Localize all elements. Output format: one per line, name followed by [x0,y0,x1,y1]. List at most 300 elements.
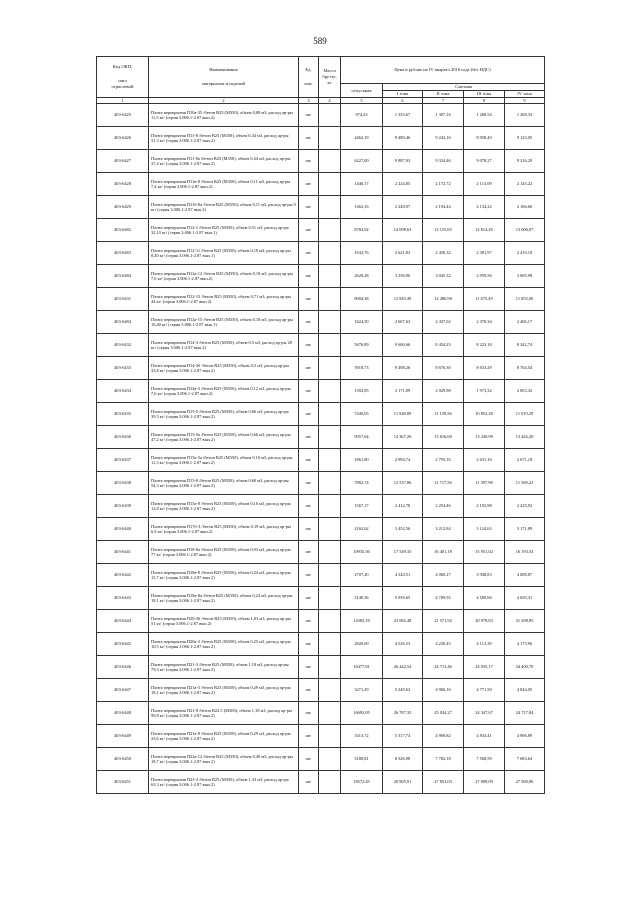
zone1-price: 2 248,07 [383,196,423,219]
release-price: 2820,69 [341,633,383,656]
gross-mass [319,587,341,610]
table-row [97,541,545,564]
zone1-price: 11 948,89 [383,403,423,426]
unit-of-measure: шт. [299,426,319,449]
gross-mass [319,334,341,357]
unit-of-measure: шт. [299,702,319,725]
gross-mass [319,633,341,656]
zone3-header: III зона [464,91,505,98]
gross-mass [319,771,341,794]
zone2-price: 8 454,23 [423,334,464,357]
unit-of-measure: шт. [299,196,319,219]
zone2-price: 21 571,92 [423,610,464,633]
gross-mass [319,380,341,403]
zone1-price: 2 994,74 [383,449,423,472]
zone2-price: 2 795,35 [423,449,464,472]
zone4-price: 24 717,84 [505,702,545,725]
release-header: отпускная [341,84,383,98]
product-code: 403-6427 [97,150,149,173]
zone2-price: 12 486,98 [423,288,464,311]
zone4-price: 21 298,85 [505,610,545,633]
unit-of-measure: шт. [299,334,319,357]
release-price: 10935,56 [341,541,383,564]
zone1-price: 4 344,51 [383,564,423,587]
unit-of-measure: шт. [299,219,319,242]
table-row [97,288,545,311]
gross-mass [319,426,341,449]
zone2-price: 25 034,27 [423,702,464,725]
gross-mass [319,679,341,702]
gross-mass [319,656,341,679]
table-row [97,702,545,725]
product-name: Плита перекрытия П15-5 /бетон В25 (М350), объем 0,66 м3, расход ар-ры 39,3 кг/ (серия 3.006.1-2.87 вып.2) [149,403,299,426]
product-code: 403-6434 [97,380,149,403]
table-row [97,104,545,127]
gross-mass [319,725,341,748]
zone3-price: 2 192,98 [464,495,505,518]
zone4-price: 3 171,89 [505,518,545,541]
zone2-price: 16 401,18 [423,541,464,564]
zone3-price: 2 631,16 [464,449,505,472]
release-price: 1392,85 [341,380,383,403]
zone3-price: 15 951,02 [464,541,505,564]
release-price: 1463,16 [341,196,383,219]
zone3-price: 4 771,50 [464,679,505,702]
table-row [97,265,545,288]
zone2-price: 4 906,16 [423,679,464,702]
gross-mass [319,610,341,633]
zone3-price: 8 958,40 [464,127,505,150]
product-name: Плита перекрытия П15-8 /бетон В25 (М350), объем 0,60 м3, расход ар-ры 54,3 кг/ (серия 3.006.1-2.87 вып.2) [149,472,299,495]
unit-of-measure: шт. [299,495,319,518]
product-name: Плита перекрытия П12а-15 /бетон В25 (М350), объем 0,18 м3, расход ар-ры 10,40 кг/ (серия 3.006.1-2.87 вып.1) [149,311,299,334]
product-code: 403-6442 [97,564,149,587]
table-row [97,587,545,610]
unit-of-measure: шт. [299,748,319,771]
product-code: 403-6435 [97,403,149,426]
zone4-price: 9 123,05 [505,127,545,150]
product-name: Плита перекрытия П18а-8 /бетон В25 (М350), объем 0,24 м3, расход ар-ры 15,7 кг/ (серия 3.006.1-2.87 вып.2) [149,564,299,587]
zone2-price: 2 450,32 [423,242,464,265]
unit-of-measure: шт. [299,173,319,196]
product-name: Плита перекрытия П20а-3 /бетон В25 (М350), объем 0,25 м3, расход ар-ры 10,5 кг/ (серия 3.006.1-2.87 вып.2) [149,633,299,656]
zone3-price: 4 113,39 [464,633,505,656]
zone4-price: 2 145,22 [505,173,545,196]
zone3-price: 8 633,29 [464,357,505,380]
product-name: Плита перекрытия П15а-8 /бетон В25 (М350), объем 0,16 м3, расход ар-ры 12,8 кг/ (серия 3.006.1-2.87 вып.2) [149,495,299,518]
zone4-price: 27 500,86 [505,771,545,794]
zone2-price: 27 853,03 [423,771,464,794]
gross-mass [319,403,341,426]
release-price: 18572,45 [341,771,383,794]
product-name: Плита перекрытия П18-8а /бетон В25 (М350), объем 0,93 м3, расход ар-ры 77 кг/ (серия 3.006.1-2.87 вып.2) [149,541,299,564]
product-code: 403-6437 [97,449,149,472]
gross-mass [319,495,341,518]
zone1-price: 9 887,93 [383,150,423,173]
product-name: Плита перекрытия П12-11 /бетон В25 (М350), объем 0,18 м3, расход ар-ры 8,40 кг/ (серия 3.006.1-2.87 вып.1) [149,242,299,265]
unit-of-measure: шт. [299,541,319,564]
zone3-price: 7 568,59 [464,748,505,771]
zone3-price: 4 580,66 [464,587,505,610]
table-row [97,610,545,633]
gross-mass [319,173,341,196]
name-header: Наименование материалов и изделий [149,57,299,98]
gross-mass [319,518,341,541]
unit-of-measure: шт. [299,610,319,633]
release-price: 14383,18 [341,610,383,633]
gross-mass [319,472,341,495]
unit-of-measure: шт. [299,656,319,679]
zone4-price: 2 419,18 [505,242,545,265]
product-name: Плита перекрытия П21а-8 /бетон В25 (М350), объем 0,29 м3, расход ар-ры 23,6 кг/ (серия 3.006.1-2.87 вып.2) [149,725,299,748]
product-code: 403-6484 [97,311,149,334]
gross-mass [319,219,341,242]
unit-of-measure: шт. [299,587,319,610]
product-code: 403-6439 [97,495,149,518]
unit-of-measure: шт. [299,311,319,334]
release-price: 5188,81 [341,748,383,771]
release-price: 1446,17 [341,173,383,196]
product-code: 403-6449 [97,725,149,748]
table-row [97,311,545,334]
zone1-price: 9 489,46 [383,127,423,150]
release-price: 8004,38 [341,288,383,311]
zone4-price: 8 342,74 [505,334,545,357]
unit-of-measure: шт. [299,104,319,127]
zone4-price: 11 569,22 [505,472,545,495]
zone2-price: 11 717,56 [423,472,464,495]
zone3-price: 4 833,41 [464,725,505,748]
table-row [97,449,545,472]
release-price: 974,23 [341,104,383,127]
table-row [97,242,545,265]
zone1-price: 5 317,74 [383,725,423,748]
table-row [97,748,545,771]
zone1-price: 12 537,86 [383,472,423,495]
product-code: 403-6484 [97,265,149,288]
product-name: Плита перекрытия П11в-8 /бетон В25 (М350), объем 0,11 м3, расход ар-ры 7,4 кг/ (серия 3.006.1-2.87 вып.2) [149,173,299,196]
product-code: 403-6429 [97,196,149,219]
product-name: Плита перекрытия П22а-12 /бетон В25 (М350), объем 0,40 м3, расход ар-ры 18,7 кг/ (серия 3.006.1-2.87 вып.2) [149,748,299,771]
unit-of-measure: шт. [299,771,319,794]
zone1-price: 12 845,49 [383,288,423,311]
release-price: 1861,80 [341,449,383,472]
zone2-price: 3 212,84 [423,518,464,541]
product-name: Плита перекрытия П21а-3 /бетон В25 (М350), объем 0,29 м3, расход ар-ры 18,1 кг/ (серия 3.006.1-2.87 вып.2) [149,679,299,702]
release-price: 9057,64 [341,426,383,449]
release-price: 6227,00 [341,150,383,173]
zone1-price: 3 256,96 [383,265,423,288]
unit-of-measure: шт. [299,288,319,311]
gross-mass [319,242,341,265]
product-name: Плита перекрытия П21-8 /бетон В22,5 (М300), объем 1,18 м3, расход ар-ры 99,8 кг/ (серия 3.006.1-2.87 вып.2) [149,702,299,725]
product-name: Плита перекрытия П23-3 /бетон В25 (М350), объем 1,33 м3, расход ар-ры 63,3 кг/ (серия 3.006.1-2.87 вып.2) [149,771,299,794]
table-body [97,104,545,794]
zone4-price: 11 853,00 [505,288,545,311]
product-code: 403-6438 [97,472,149,495]
zone4-price: 2 003,32 [505,380,545,403]
product-code: 403-6441 [97,541,149,564]
product-code: 403-6428 [97,173,149,196]
page-number: 589 [313,36,327,46]
product-name: Плита перекрытия П15-5а /бетон В25 (М350), объем 0,66 м3, расход ар-ры 47,2 кг/ (серия 3.006.1-2.87 вып.2) [149,426,299,449]
table-row [97,150,545,173]
product-code: 403-6446 [97,656,149,679]
product-name: Плита перекрытия П11-8 /бетон В25 (М350), объем 0,44 м3, расход ар-ры 31,3 кг/ (серия 3.006.1-2.87 вып.2) [149,127,299,150]
unit-of-measure: шт. [299,150,319,173]
product-name: Плита перекрытия П14-3б /бетон В25 (М350), объем 0,5 м3, расход ар-ры 33,8 кг/ (серия 3.006.1-2.87 вып.2) [149,357,299,380]
table-row [97,656,545,679]
product-name: Плита перекрытия П12а-12 /бетон В25 (М350), объем 0,18 м3, расход ар-ры 7,6 кг/ (серия 3.006.1-2.87 вып.2) [149,265,299,288]
zone3-price: 20 979,83 [464,610,505,633]
gross-mass [319,288,341,311]
zone2-price: 4 709,92 [423,587,464,610]
zone4-price: 7 683,64 [505,748,545,771]
unit-of-measure: шт. [299,242,319,265]
product-name: Плита перекрытия П11-8а /бетон В25 (М350), объем 0,44 м3, расход ар-ры 37,4 кг/ (серия 3.006.1-2.87 вып.2) [149,150,299,173]
table-row [97,472,545,495]
zone4-price: 13 442,20 [505,426,545,449]
zone1-price: 17 549,35 [383,541,423,564]
zone1-price: 26 442,54 [383,656,423,679]
gross-mass [319,564,341,587]
zone2-price: 2 172,72 [423,173,464,196]
release-price: 5676,89 [341,334,383,357]
zone1-price: 2 621,83 [383,242,423,265]
product-name: Плита перекрытия П17б-3 /бетон В25 (М350), объем 0,19 м3, расход ар-ры 6,9 кг/ (серия 3.006.1-2.87 вып.2) [149,518,299,541]
zone3-price: 11 675,49 [464,288,505,311]
release-price: 2629,28 [341,265,383,288]
zone2-price: 13 616,60 [423,426,464,449]
price-header: Цена в рублях на IV квартал 2016 года (без НДС) [341,57,545,84]
zone1-price: 26 787,35 [383,702,423,725]
zone3-price: 2 134,22 [464,196,505,219]
release-price: 5918,73 [341,357,383,380]
table-row [97,495,545,518]
product-code: 403-6425 [97,104,149,127]
table-row [97,725,545,748]
zone1-price: 2 171,09 [383,380,423,403]
product-name: Плита перекрытия П14а-3 /бетон В25 (М350), объем 0,12 м3, расход ар-ры 7,6 кг/ (серия 3.006.1-2.87 вып.2) [149,380,299,403]
product-name: Плита перекрытия П20-36 /бетон В25 (М350), объем 1,03 м3, расход ар-ры 51 кг/ (серия 3.006.1-2.87 вып.2) [149,610,299,633]
zone3-price: 24 347,67 [464,702,505,725]
zone3-price: 11 397,98 [464,472,505,495]
product-name: Плита перекрытия П12-15 /бетон В25 (М350), объем 0,71 м3, расход ар-ры 44 кг/ (серия 3.006.1-2.87 вып.2) [149,288,299,311]
zone3-price: 2 959,56 [464,265,505,288]
release-price: 1624,50 [341,311,383,334]
product-code: 403-6426 [97,127,149,150]
zone4-price: 9 216,29 [505,150,545,173]
zone3-price: 1 973,32 [464,380,505,403]
zone1-price: 9 606,66 [383,334,423,357]
table-row [97,173,545,196]
product-name: Плита перекрытия П12-1 /бетон В25 (М350), объем 0,51 м3, расход ар-ры 32,10 кг/ (серия 3.006.1-2.87 вып.1) [149,219,299,242]
zone4-price: 11 019,29 [505,403,545,426]
price-table [96,56,545,794]
zone4-header: IV зона [505,91,545,98]
product-name: Плита перекрытия П15а-5а /бетон В25 (М350), объем 0,16 м3, расход ар-ры 11,3 кг/ (серия 3.006.1-2.87 вып.2) [149,449,299,472]
zone2-price: 8 676,30 [423,357,464,380]
unit-of-measure: шт. [299,403,319,426]
zone3-price: 2 381,97 [464,242,505,265]
release-price: 1632,76 [341,242,383,265]
zone1-price: 9 498,26 [383,357,423,380]
release-price: 8784,92 [341,219,383,242]
table-row [97,771,545,794]
zone4-price: 24 400,70 [505,656,545,679]
zone3-price: 2 113,09 [464,173,505,196]
zone3-price: 3 948,83 [464,564,505,587]
zone4-price: 2 166,66 [505,196,545,219]
release-price: 3313,72 [341,725,383,748]
zone2-price: 4 060,27 [423,564,464,587]
table-row [97,357,545,380]
table-row [97,633,545,656]
zone1-price: 2 607,63 [383,311,423,334]
unit-of-measure: шт. [299,265,319,288]
table-row [97,403,545,426]
product-code: 403-6451 [97,771,149,794]
gross-mass [319,196,341,219]
gross-mass [319,748,341,771]
zone1-header: I зона [383,91,423,98]
zone4-price: 4 650,31 [505,587,545,610]
zone4-price: 2 225,92 [505,495,545,518]
unit-of-measure: шт. [299,564,319,587]
zone2-price: 13 155,65 [423,219,464,242]
table-row [97,196,545,219]
product-code: 403-6432 [97,334,149,357]
table-row [97,334,545,357]
gross-mass [319,311,341,334]
release-price: 2707,20 [341,564,383,587]
zone4-price: 2 671,18 [505,449,545,472]
product-name: Плита перекрытия П14-3 /бетон В25 (М350), объем 0,5 м3, расход ар-ры 28 кг/ (серия 3.006.1-2.87 вып.2) [149,334,299,357]
zone2-price: 2 254,46 [423,495,464,518]
zone2-price: 11 159,56 [423,403,464,426]
table-row [97,564,545,587]
zone4-price: 4 175,96 [505,633,545,656]
zone2-header: II зона [423,91,464,98]
gross-mass [319,357,341,380]
zone3-price: 12 814,45 [464,219,505,242]
zone1-price: 2 412,78 [383,495,423,518]
gross-mass [319,104,341,127]
product-code: 403-6431 [97,288,149,311]
table-row [97,518,545,541]
unit-of-measure: шт. [299,633,319,656]
release-price: 1567,17 [341,495,383,518]
zone4-price: 4 906,89 [505,725,545,748]
table-row [97,219,545,242]
zone2-price: 3 045,32 [423,265,464,288]
zone2-price: 7 782,18 [423,748,464,771]
zone4-price: 3 005,98 [505,265,545,288]
zone3-price: 3 124,63 [464,518,505,541]
zone3-price: 2 370,34 [464,311,505,334]
release-price: 3271,29 [341,679,383,702]
zone2-price: 2 194,44 [423,196,464,219]
product-code: 403-6447 [97,679,149,702]
release-price: 7449,65 [341,403,383,426]
zone1-price: 4 526,53 [383,633,423,656]
gross-mass [319,702,341,725]
zone1-price: 23 082,48 [383,610,423,633]
gross-mass [319,127,341,150]
release-price: 2162,62 [341,518,383,541]
zone3-price: 27 089,09 [464,771,505,794]
product-code: 403-6443 [97,587,149,610]
zone1-price: 3 452,56 [383,518,423,541]
zone3-price: 9 078,27 [464,150,505,173]
zone3-price: 1 268,54 [464,104,505,127]
table-row [97,426,545,449]
zone4-price: 4 844,05 [505,679,545,702]
product-code: 403-6444 [97,610,149,633]
zone4-price: 4 008,87 [505,564,545,587]
table-row [97,679,545,702]
product-code: 403-6450 [97,748,149,771]
zone4-price: 1 269,33 [505,104,545,127]
product-code: 403-6482 [97,219,149,242]
zone3-price: 10 852,28 [464,403,505,426]
unit-of-measure: шт. [299,380,319,403]
zone1-price: 14 367,26 [383,426,423,449]
zone2-price: 9 242,16 [423,127,464,150]
product-name: Плита перекрытия П11б-8а /бетон В25 (М350), объем 0,11 м3, расход ар-ры 9 кг/ (серия 3.006.1-2.87 вып.2) [149,196,299,219]
unit-of-measure: шт. [299,679,319,702]
gross-mass [319,150,341,173]
product-name: Плита перекрытия П10а-35 /бетон В25 (М350), объем 0,08 м3, расход ар-ры 11,5 кг/ (серия 3.006.1-2.87 вып.2) [149,104,299,127]
release-price: 16477,81 [341,656,383,679]
zone2-price: 2 437,02 [423,311,464,334]
zone1-price: 5 249,62 [383,679,423,702]
unit-of-measure: шт. [299,725,319,748]
release-price: 3140,36 [341,587,383,610]
zone1-price: 1 353,67 [383,104,423,127]
column-index-row: 1 2 3 4 5 6 7 8 9 [97,98,545,104]
unit-of-measure: шт. [299,357,319,380]
unit-of-measure: шт. [299,127,319,150]
unit-of-measure: шт. [299,472,319,495]
zone1-price: 29 805,91 [383,771,423,794]
zone2-price: 1 307,16 [423,104,464,127]
zone2-price: 4 969,82 [423,725,464,748]
zone4-price: 2 406,17 [505,311,545,334]
mass-header: Масса брутто, кг [319,57,341,98]
unit-of-measure: шт. [299,449,319,472]
zone2-price: 24 713,46 [423,656,464,679]
zone4-price: 8 764,54 [505,357,545,380]
unit-header: Ед. изм. [299,57,319,98]
product-code: 403-6445 [97,633,149,656]
gross-mass [319,449,341,472]
zone1-price: 2 224,85 [383,173,423,196]
zone2-price: 4 230,45 [423,633,464,656]
zone2-price: 9 334,46 [423,150,464,173]
product-code: 403-6436 [97,426,149,449]
product-code: 403-6433 [97,357,149,380]
zone1-price: 5 039,65 [383,587,423,610]
release-price: 7882,74 [341,472,383,495]
gross-mass [319,541,341,564]
release-price: 16692,05 [341,702,383,725]
code-header: Код ОКП, шил отраслевой [97,57,149,98]
product-code: 403-6448 [97,702,149,725]
gross-mass [319,265,341,288]
header-row [97,57,545,84]
zone2-price: 2 029,98 [423,380,464,403]
